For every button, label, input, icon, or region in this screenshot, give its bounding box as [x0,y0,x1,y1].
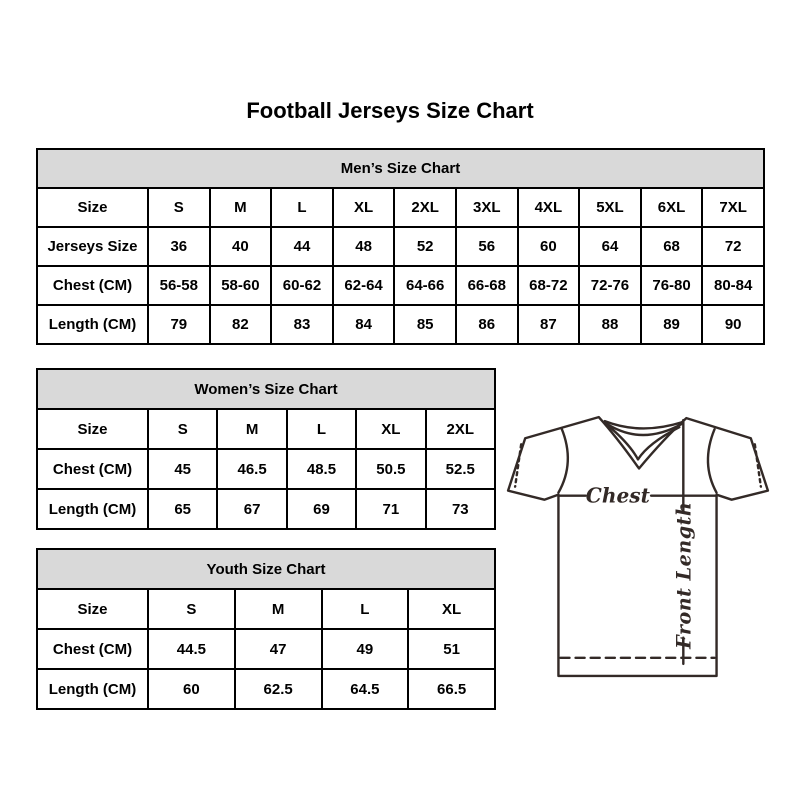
table-cell: 52.5 [426,449,495,489]
table-row [37,629,495,669]
table-cell: 85 [394,305,456,344]
table-cell: 50.5 [356,449,425,489]
table-cell: L [271,188,333,227]
page-title: Football Jerseys Size Chart [246,98,534,123]
table-cell: M [210,188,272,227]
youth-size-table [36,548,496,710]
table-row [37,669,495,709]
table-cell: XL [356,409,425,449]
table-row [37,305,764,344]
table-cell: 69 [287,489,356,529]
table-cell: 66-68 [456,266,518,305]
table-cell: L [322,589,409,629]
table-cell: 60-62 [271,266,333,305]
table-cell: 72 [702,227,764,266]
table-cell: 89 [641,305,703,344]
table-cell: S [148,409,217,449]
table-cell: 87 [518,305,580,344]
table-cell: 62-64 [333,266,395,305]
table-cell: 64-66 [394,266,456,305]
row-label-cell: Size [37,188,148,227]
row-label-cell: Chest (CM) [37,629,148,669]
youth-table-title: Youth Size Chart [37,549,495,589]
mens-size-table [36,148,765,345]
table-cell: 56 [456,227,518,266]
table-cell: 44.5 [148,629,235,669]
table-cell: M [235,589,322,629]
table-row [37,227,764,266]
table-cell: 44 [271,227,333,266]
table-row [37,489,495,529]
table-cell: 64.5 [322,669,409,709]
table-cell: 47 [235,629,322,669]
table-cell: XL [333,188,395,227]
table-cell: 2XL [394,188,456,227]
table-cell: 84 [333,305,395,344]
row-label-cell: Size [37,589,148,629]
table-cell: 90 [702,305,764,344]
table-title-row [37,149,764,188]
table-row [37,266,764,305]
table-cell: S [148,589,235,629]
table-cell: 65 [148,489,217,529]
table-cell: 60 [148,669,235,709]
table-title-row [37,549,495,589]
table-cell: 83 [271,305,333,344]
table-cell: 3XL [456,188,518,227]
table-cell: S [148,188,210,227]
mens-table-title: Men’s Size Chart [37,149,764,188]
row-label-cell: Length (CM) [37,489,148,529]
table-cell: 71 [356,489,425,529]
table-cell: 79 [148,305,210,344]
table-cell: 2XL [426,409,495,449]
table-cell: 66.5 [408,669,495,709]
table-row [37,409,495,449]
row-label-cell: Chest (CM) [37,449,148,489]
table-cell: 68 [641,227,703,266]
table-cell: 86 [456,305,518,344]
table-cell: 56-58 [148,266,210,305]
table-cell: 7XL [702,188,764,227]
table-cell: 40 [210,227,272,266]
chest-label: Chest [585,483,650,508]
table-cell: 46.5 [217,449,286,489]
table-title-row [37,369,495,409]
table-row [37,188,764,227]
table-row [37,449,495,489]
row-label-cell: Length (CM) [37,669,148,709]
table-cell: 49 [322,629,409,669]
table-cell: 76-80 [641,266,703,305]
table-cell: 4XL [518,188,580,227]
table-cell: L [287,409,356,449]
table-cell: 88 [579,305,641,344]
table-cell: 72-76 [579,266,641,305]
table-cell: 80-84 [702,266,764,305]
table-cell: 5XL [579,188,641,227]
table-cell: 73 [426,489,495,529]
womens-size-table [36,368,496,530]
table-cell: 45 [148,449,217,489]
table-cell: 62.5 [235,669,322,709]
collar-band-arc [605,421,683,428]
row-label-cell: Chest (CM) [37,266,148,305]
table-cell: 68-72 [518,266,580,305]
front-length-label: Front Length [672,501,696,649]
row-label-cell: Length (CM) [37,305,148,344]
table-cell: 67 [217,489,286,529]
table-row [37,589,495,629]
womens-table-title: Women’s Size Chart [37,369,495,409]
table-cell: M [217,409,286,449]
table-cell: 6XL [641,188,703,227]
table-cell: 58-60 [210,266,272,305]
table-cell: 48 [333,227,395,266]
table-cell: 82 [210,305,272,344]
table-cell: 60 [518,227,580,266]
table-cell: XL [408,589,495,629]
row-label-cell: Jerseys Size [37,227,148,266]
table-cell: 51 [408,629,495,669]
jersey-measurement-diagram [500,400,776,684]
table-cell: 36 [148,227,210,266]
jersey-outline [508,417,768,676]
table-cell: 52 [394,227,456,266]
table-cell: 48.5 [287,449,356,489]
table-cell: 64 [579,227,641,266]
row-label-cell: Size [37,409,148,449]
